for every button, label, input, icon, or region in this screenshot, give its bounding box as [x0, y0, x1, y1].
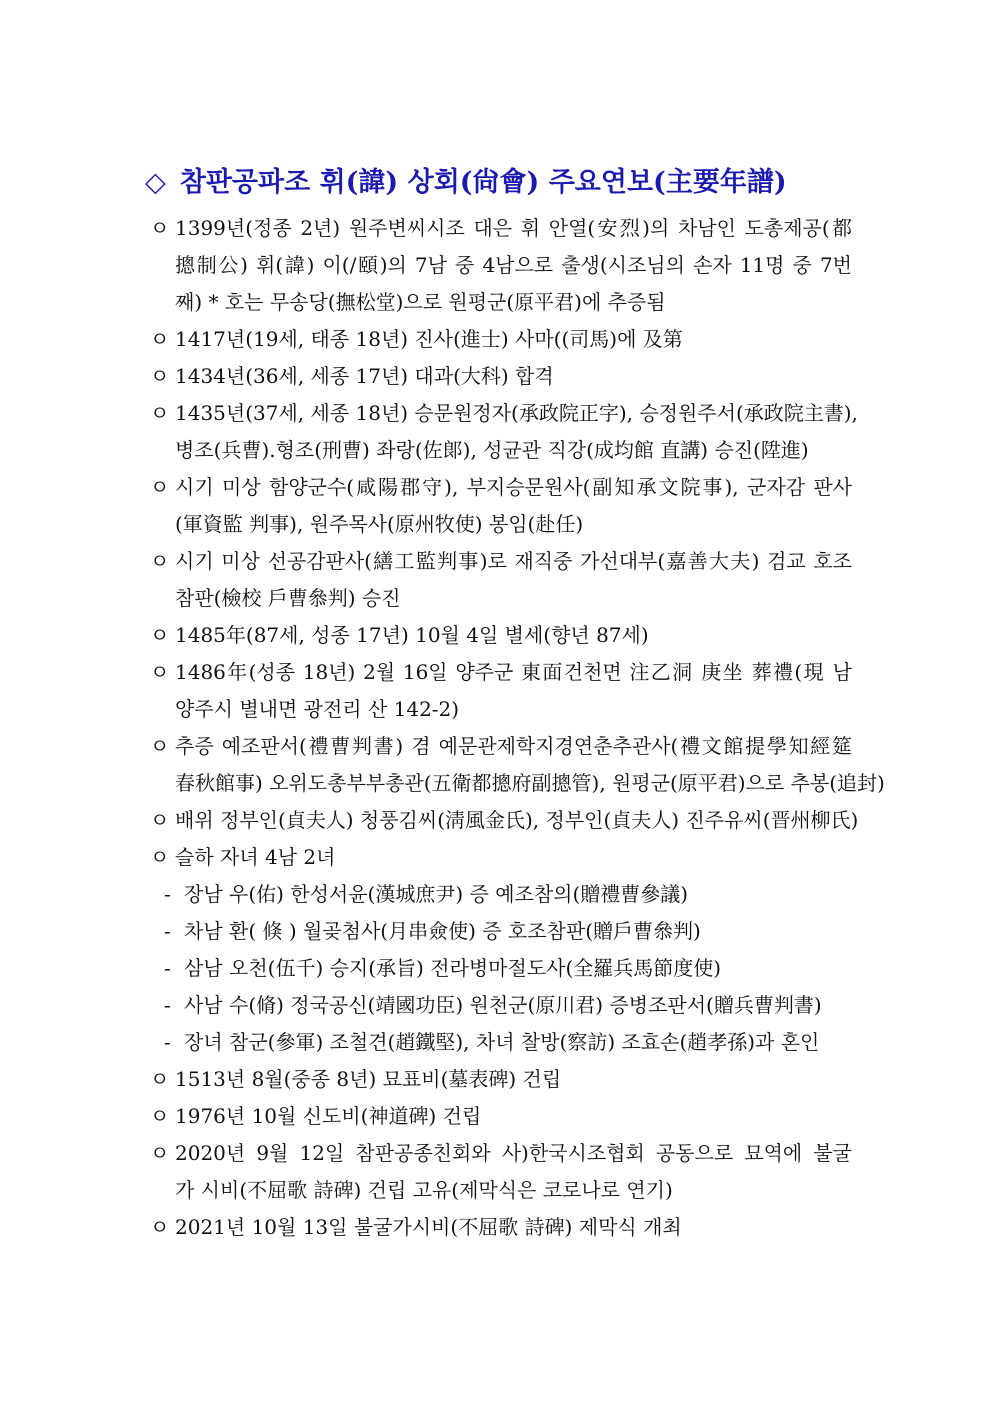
bullet-marker: ㅇ — [150, 734, 170, 758]
list-item-line: 추증 예조판서(禮曹判書) 겸 예문관제학지경연춘추관사(禮文館提學知經筵 — [175, 734, 852, 758]
dash-marker: - — [164, 956, 171, 980]
bullet-marker: ㅇ — [150, 808, 170, 832]
list-item — [150, 654, 852, 728]
list-item-line: 양주시 별내면 광전리 산 142-2) — [175, 697, 460, 721]
bullet-marker: ㅇ — [150, 475, 170, 499]
list-item-line: 1976년 10월 신도비(神道碑) 건립 — [175, 1104, 482, 1128]
bullet-marker: ㅇ — [150, 1215, 170, 1239]
bullet-marker: ㅇ — [150, 216, 170, 240]
bullet-marker: ㅇ — [150, 1104, 170, 1128]
list-item-line: 摠制公) 휘(諱) 이(/頤)의 7남 중 4남으로 출생(시조님의 손자 11명 중 7번 — [175, 253, 852, 277]
list-item — [150, 802, 859, 839]
dash-marker: - — [164, 1030, 171, 1054]
list-item-line: 1513년 8월(중종 8년) 묘표비(墓表碑) 건립 — [175, 1067, 562, 1091]
bullet-marker: ㅇ — [150, 401, 170, 425]
list-item — [150, 543, 852, 617]
list-item-line: 가 시비(不屈歌 詩碑) 건립 고유(제막식은 코로나로 연기) — [175, 1178, 673, 1202]
list-item-line: 1486年(성종 18년) 2월 16일 양주군 東面건천면 注乙洞 庚坐 葬禮(現 남 — [175, 660, 852, 684]
page-title-text: 참판공파조 휘(諱) 상회(尙會) 주요연보(主要年譜) — [179, 167, 787, 198]
list-item — [150, 839, 852, 876]
sub-list-item — [150, 950, 852, 987]
bullet-marker: ㅇ — [150, 1141, 170, 1165]
list-item-line: 시기 미상 선공감판사(繕工監判事)로 재직중 가선대부(嘉善大夫) 검교 호조 — [175, 549, 852, 573]
dash-marker: - — [164, 919, 171, 943]
list-item-line: 1485年(87세, 성종 17년) 10월 4일 별세(향년 87세) — [175, 623, 649, 647]
list-item — [150, 1098, 852, 1135]
list-item-line: 참판(檢校 戶曹叅判) 승진 — [175, 586, 401, 610]
list-item — [150, 617, 852, 654]
sub-list-item — [150, 1024, 852, 1061]
list-item — [150, 469, 852, 543]
bullet-marker: ㅇ — [150, 845, 170, 869]
list-item — [150, 1061, 852, 1098]
list-item-line: 장남 우(佑) 한성서윤(漢城庶尹) 증 예조참의(贈禮曹參議) — [184, 882, 689, 906]
list-item-line: (軍資監 判事), 원주목사(原州牧使) 봉임(赴任) — [175, 512, 584, 536]
list-item-line: 시기 미상 함양군수(咸陽郡守), 부지승문원사(副知承文院事), 군자감 판사 — [175, 475, 852, 499]
dash-marker: - — [164, 993, 171, 1017]
bullet-marker: ㅇ — [150, 549, 170, 573]
list-item-line: 슬하 자녀 4남 2녀 — [175, 845, 336, 869]
list-item-line: 1435년(37세, 세종 18년) 승문원정자(承政院正字), 승정원주서(承政院主書), — [175, 401, 858, 425]
list-item-line: 째) * 호는 무송당(撫松堂)으로 원평군(原平君)에 추증됨 — [175, 290, 666, 314]
bullet-marker: ㅇ — [150, 1067, 170, 1091]
sub-list-item — [150, 876, 852, 913]
dash-marker: - — [164, 882, 171, 906]
list-item — [150, 728, 885, 802]
list-item — [150, 358, 852, 395]
list-item-line: 1399년(정종 2년) 원주변씨시조 대은 휘 안열(安烈)의 차남인 도총제공(都 — [175, 216, 852, 240]
list-item-line: 春秋館事) 오위도총부부총관(五衛都摠府副摠管), 원평군(原平君)으로 추봉(追封) — [175, 771, 885, 795]
list-item — [150, 321, 852, 358]
list-item-line: 2020년 9월 12일 참판공종친회와 사)한국시조협회 공동으로 묘역에 불굴 — [175, 1141, 852, 1165]
list-item — [150, 210, 852, 321]
bullet-marker: ㅇ — [150, 364, 170, 388]
bullet-marker: ㅇ — [150, 660, 170, 684]
list-item-line: 1417년(19세, 태종 18년) 진사(進士) 사마((司馬)에 及第 — [175, 327, 683, 351]
bullet-marker: ㅇ — [150, 327, 170, 351]
bullet-marker: ㅇ — [150, 623, 170, 647]
list-item — [150, 395, 858, 469]
sub-list-item — [150, 913, 852, 950]
list-item-line: 병조(兵曹).형조(刑曹) 좌랑(佐郞), 성균관 직강(成均館 直講) 승진(陞進) — [175, 438, 809, 462]
list-item-line: 1434년(36세, 세종 17년) 대과(大科) 합격 — [175, 364, 554, 388]
page-title — [145, 160, 787, 199]
list-item-line: 장녀 참군(參軍) 조철견(趙鐵堅), 차녀 찰방(察訪) 조효손(趙孝孫)과 혼인 — [184, 1030, 820, 1054]
list-item-line: 차남 환( 倏 ) 월곶첨사(月串僉使) 증 호조참판(贈戶曹叅判) — [184, 919, 701, 943]
chronology-list — [150, 210, 885, 1246]
sub-list-item — [150, 987, 852, 1024]
list-item-line: 2021년 10월 13일 불굴가시비(不屈歌 詩碑) 제막식 개최 — [175, 1215, 682, 1239]
list-item — [150, 1209, 852, 1246]
list-item-line: 배위 정부인(貞夫人) 청풍김씨(淸風金氏), 정부인(貞夫人) 진주유씨(晋州柳氏) — [175, 808, 859, 832]
list-item — [150, 1135, 852, 1209]
list-item-line: 삼남 오천(伍千) 승지(承旨) 전라병마절도사(全羅兵馬節度使) — [184, 956, 722, 980]
list-item-line: 사남 수(脩) 정국공신(靖國功臣) 원천군(原川君) 증병조판서(贈兵曹判書) — [184, 993, 822, 1017]
diamond-icon: ◇ — [145, 167, 166, 198]
